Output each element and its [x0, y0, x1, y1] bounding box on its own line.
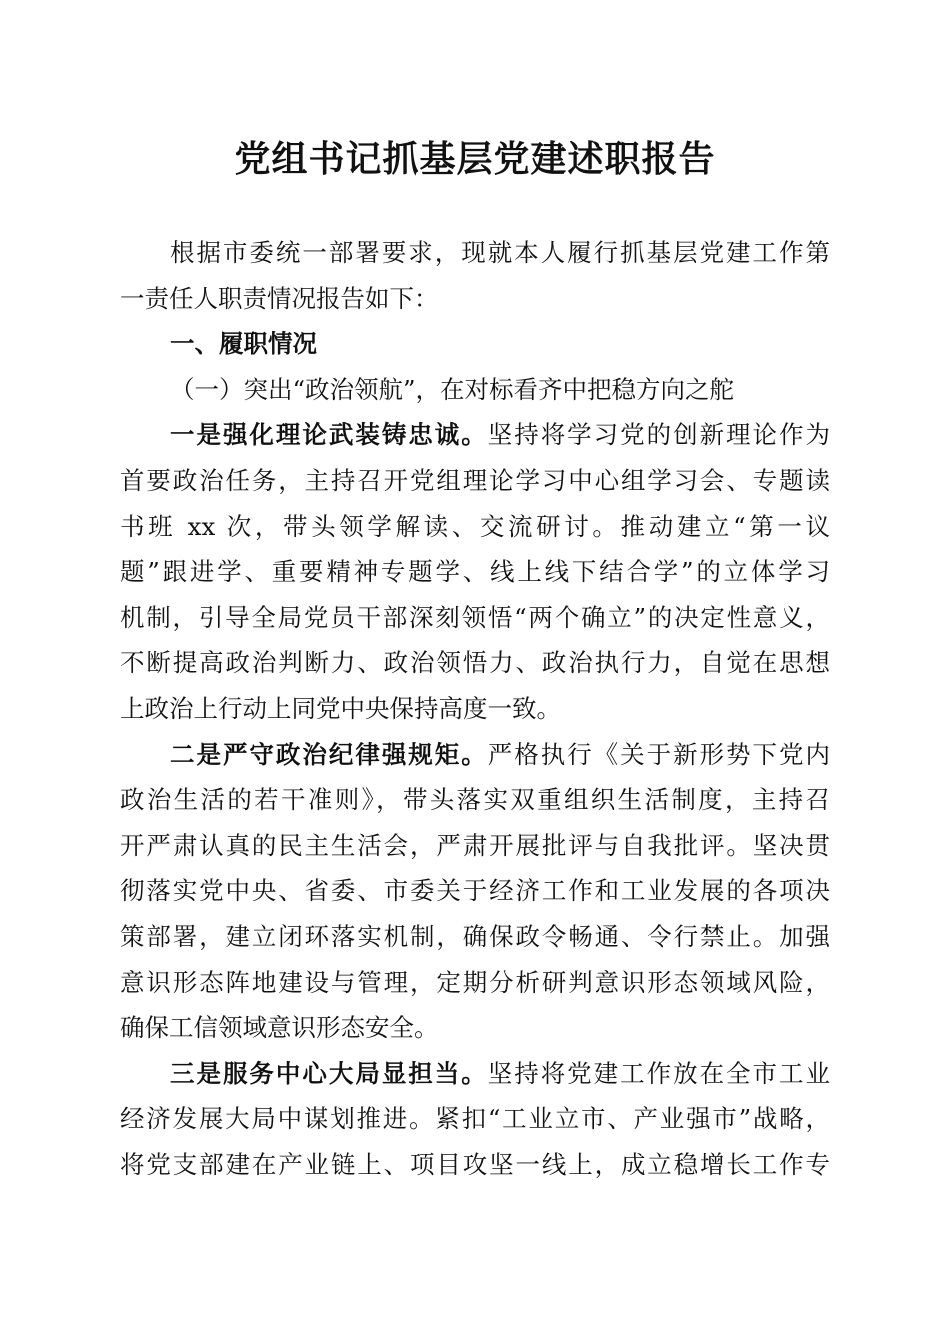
- paragraph-text: 坚持将学习党的创新理论作为: [487, 420, 830, 450]
- section-heading: 一、履职情况: [170, 329, 317, 359]
- subsection-heading: （一）突出“政治领航”，在对标看齐中把稳方向之舵: [170, 374, 735, 404]
- paragraph-first-line: [120, 1051, 830, 1097]
- paragraph-text: 严格执行《关于新形势下党内: [487, 739, 830, 769]
- paragraph-first-line: [120, 412, 830, 458]
- paragraph-line: 书班 xx 次，带头领学解读、交流研讨。推动建立“第一议: [120, 511, 830, 541]
- paragraph-line: 开严肃认真的民主生活会，严肃开展批评与自我批评。坚决贯: [120, 830, 830, 860]
- paragraph-line: 策部署，建立闭环落实机制，确保政令畅通、令行禁止。加强: [120, 921, 830, 951]
- paragraph-line: 不断提高政治判断力、政治领悟力、政治执行力，自觉在思想: [120, 648, 830, 678]
- paragraph-line: 经济发展大局中谋划推进。紧扣“工业立市、产业强市”战略，: [120, 1104, 830, 1134]
- paragraph-line: 政治生活的若干准则》，带头落实双重组织生活制度，主持召: [120, 785, 830, 815]
- paragraph-line: 上政治上行动上同党中央保持高度一致。: [120, 693, 561, 723]
- intro-line: 一责任人职责情况报告如下：: [120, 283, 439, 313]
- paragraph-first-line: [120, 732, 830, 778]
- paragraph-line: 题”跟进学、重要精神专题学、线上线下结合学”的立体学习: [120, 557, 830, 587]
- document-title: 党组书记抓基层党建述职报告: [234, 138, 716, 180]
- paragraph-line: 彻落实党中央、省委、市委关于经济工作和工业发展的各项决: [120, 876, 830, 906]
- paragraph-line: 首要政治任务，主持召开党组理论学习中心组学习会、专题读: [120, 465, 830, 495]
- paragraph-lead: 二是严守政治纪律强规矩。: [170, 739, 488, 769]
- paragraph-lead: 一是强化理论武装铸忠诚。: [170, 420, 488, 450]
- paragraph-line: 机制，引导全局党员干部深刻领悟“两个确立”的决定性意义，: [120, 602, 830, 632]
- document-body: [120, 230, 830, 1187]
- paragraph-line: 意识形态阵地建设与管理，定期分析研判意识形态领域风险，: [120, 967, 830, 997]
- paragraph-line: 将党支部建在产业链上、项目攻坚一线上，成立稳增长工作专: [120, 1149, 830, 1179]
- paragraph-lead: 三是服务中心大局显担当。: [170, 1058, 488, 1088]
- intro-line: 根据市委统一部署要求，现就本人履行抓基层党建工作第: [170, 238, 830, 267]
- paragraph-text: 坚持将党建工作放在全市工业: [487, 1058, 830, 1088]
- paragraph-line: 确保工信领域意识形态安全。: [120, 1013, 439, 1043]
